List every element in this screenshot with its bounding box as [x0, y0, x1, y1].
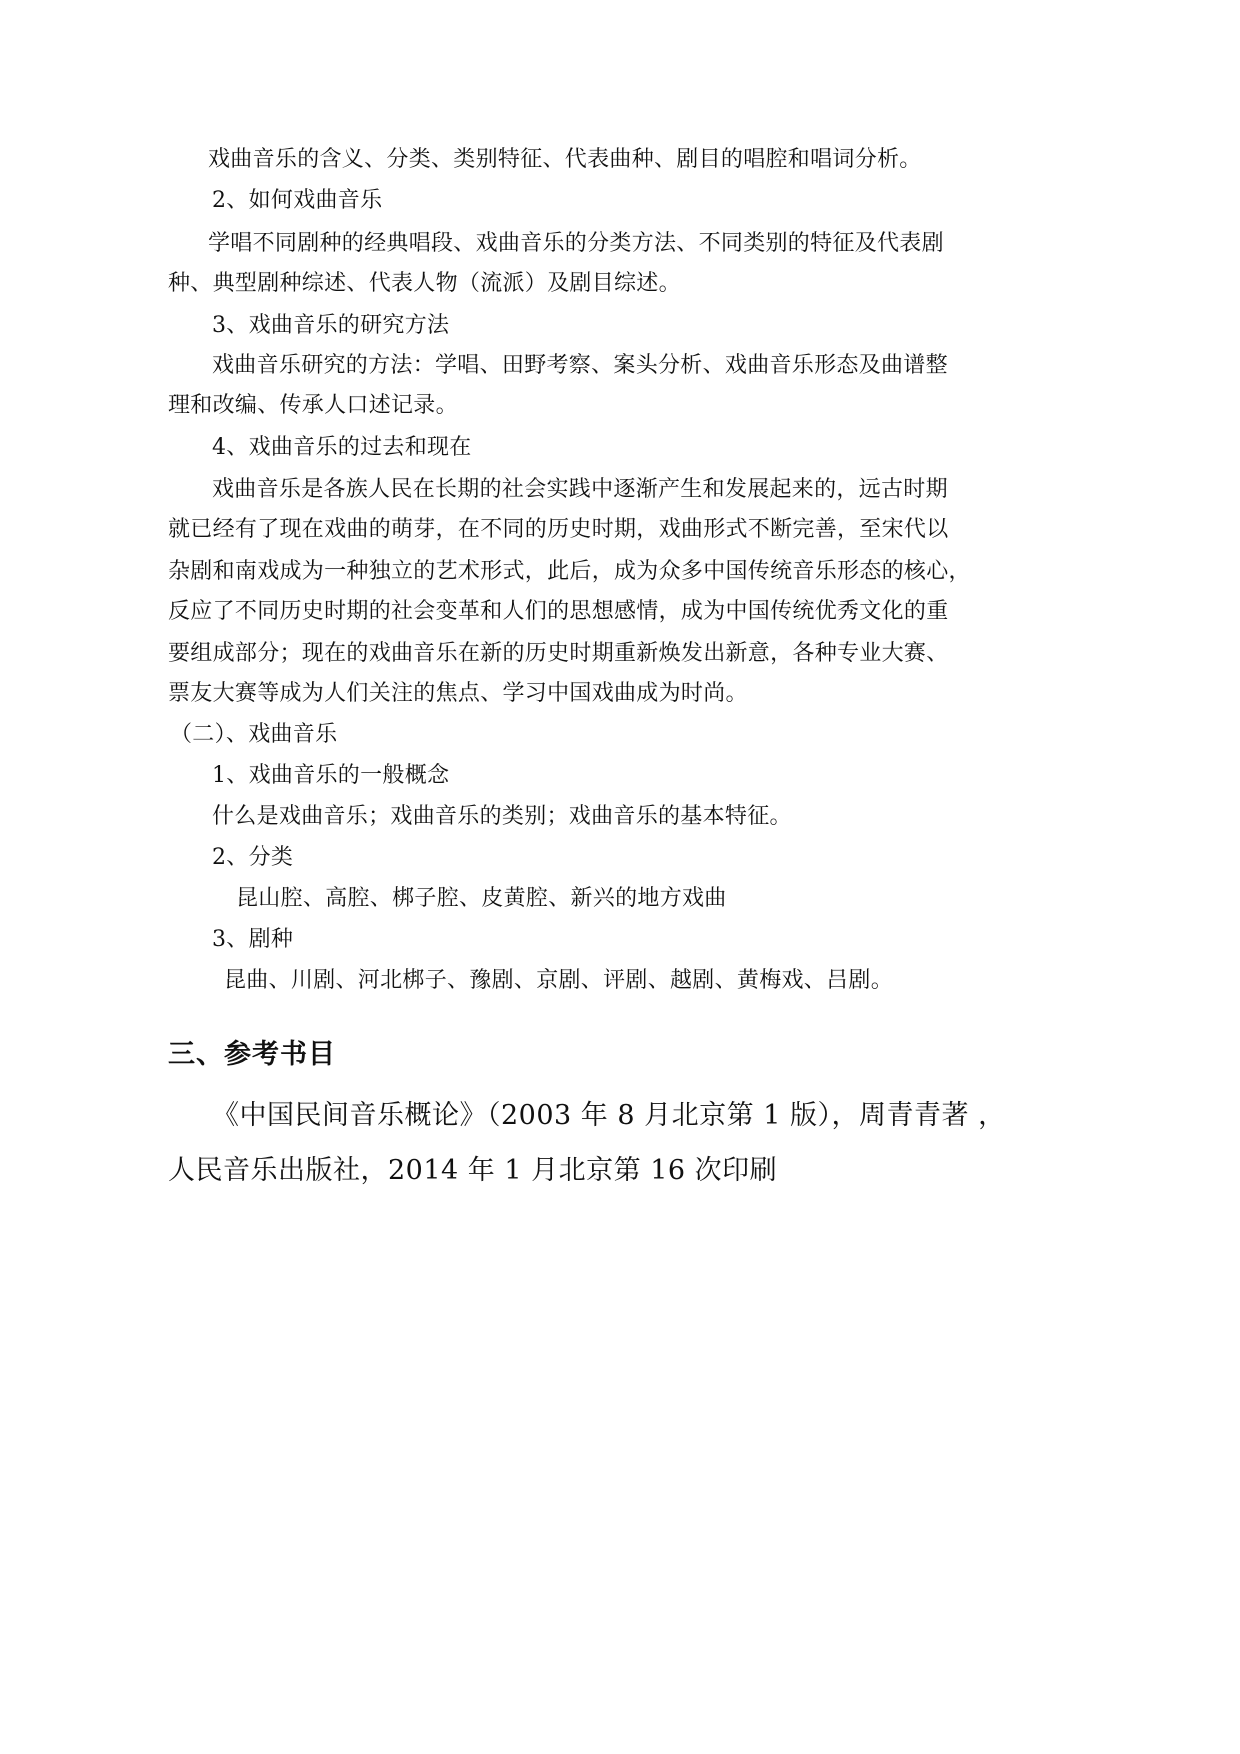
- item-heading-2: 2、如何戏曲音乐: [212, 188, 383, 213]
- item-heading-4: 4、戏曲音乐的过去和现在: [212, 435, 472, 460]
- item-heading-1: 1、戏曲音乐的一般概念: [212, 763, 450, 788]
- paragraph-line: 昆山腔、高腔、梆子腔、皮黄腔、新兴的地方戏曲: [236, 886, 727, 911]
- paragraph-line: 要组成部分；现在的戏曲音乐在新的历史时期重新焕发出新意，各种专业大赛、: [168, 641, 949, 666]
- reference-line: 《中国民间音乐概论》（2003 年 8 月北京第 1 版），周青青著 ，: [212, 1100, 1006, 1131]
- paragraph-line: 昆曲、川剧、河北梆子、豫剧、京剧、评剧、越剧、黄梅戏、吕剧。: [224, 968, 894, 993]
- item-heading-3b: 3、剧种: [212, 927, 294, 952]
- paragraph-line: 戏曲音乐研究的方法：学唱、田野考察、案头分析、戏曲音乐形态及曲谱整: [212, 353, 948, 378]
- item-heading-2b: 2、分类: [212, 845, 294, 870]
- paragraph-intro: 戏曲音乐的含义、分类、类别特征、代表曲种、剧目的唱腔和唱词分析。: [208, 147, 922, 172]
- paragraph-line: 反应了不同历史时期的社会变革和人们的思想感情，成为中国传统优秀文化的重: [168, 599, 949, 624]
- reference-line: 人民音乐出版社，2014 年 1 月北京第 16 次印刷: [168, 1155, 778, 1186]
- paragraph-line: 票友大赛等成为人们关注的焦点、学习中国戏曲成为时尚。: [168, 681, 748, 706]
- section-heading: 三、参考书目: [168, 1039, 336, 1070]
- paragraph-line: 杂剧和南戏成为一种独立的艺术形式，此后，成为众多中国传统音乐形态的核心，: [168, 559, 971, 584]
- paragraph-line: 戏曲音乐是各族人民在长期的社会实践中逐渐产生和发展起来的，远古时期: [212, 477, 948, 502]
- paragraph-line: 理和改编、传承人口述记录。: [168, 393, 458, 418]
- paragraph-line: 就已经有了现在戏曲的萌芽，在不同的历史时期，戏曲形式不断完善，至宋代以: [168, 517, 949, 542]
- paragraph-line: 种、典型剧种综述、代表人物（流派）及剧目综述。: [168, 271, 681, 296]
- paragraph-line: 什么是戏曲音乐；戏曲音乐的类别；戏曲音乐的基本特征。: [212, 804, 792, 829]
- item-heading-3: 3、戏曲音乐的研究方法: [212, 313, 450, 338]
- subsection-title: （二）、戏曲音乐: [170, 722, 338, 747]
- paragraph-line: 学唱不同剧种的经典唱段、戏曲音乐的分类方法、不同类别的特征及代表剧: [208, 231, 944, 256]
